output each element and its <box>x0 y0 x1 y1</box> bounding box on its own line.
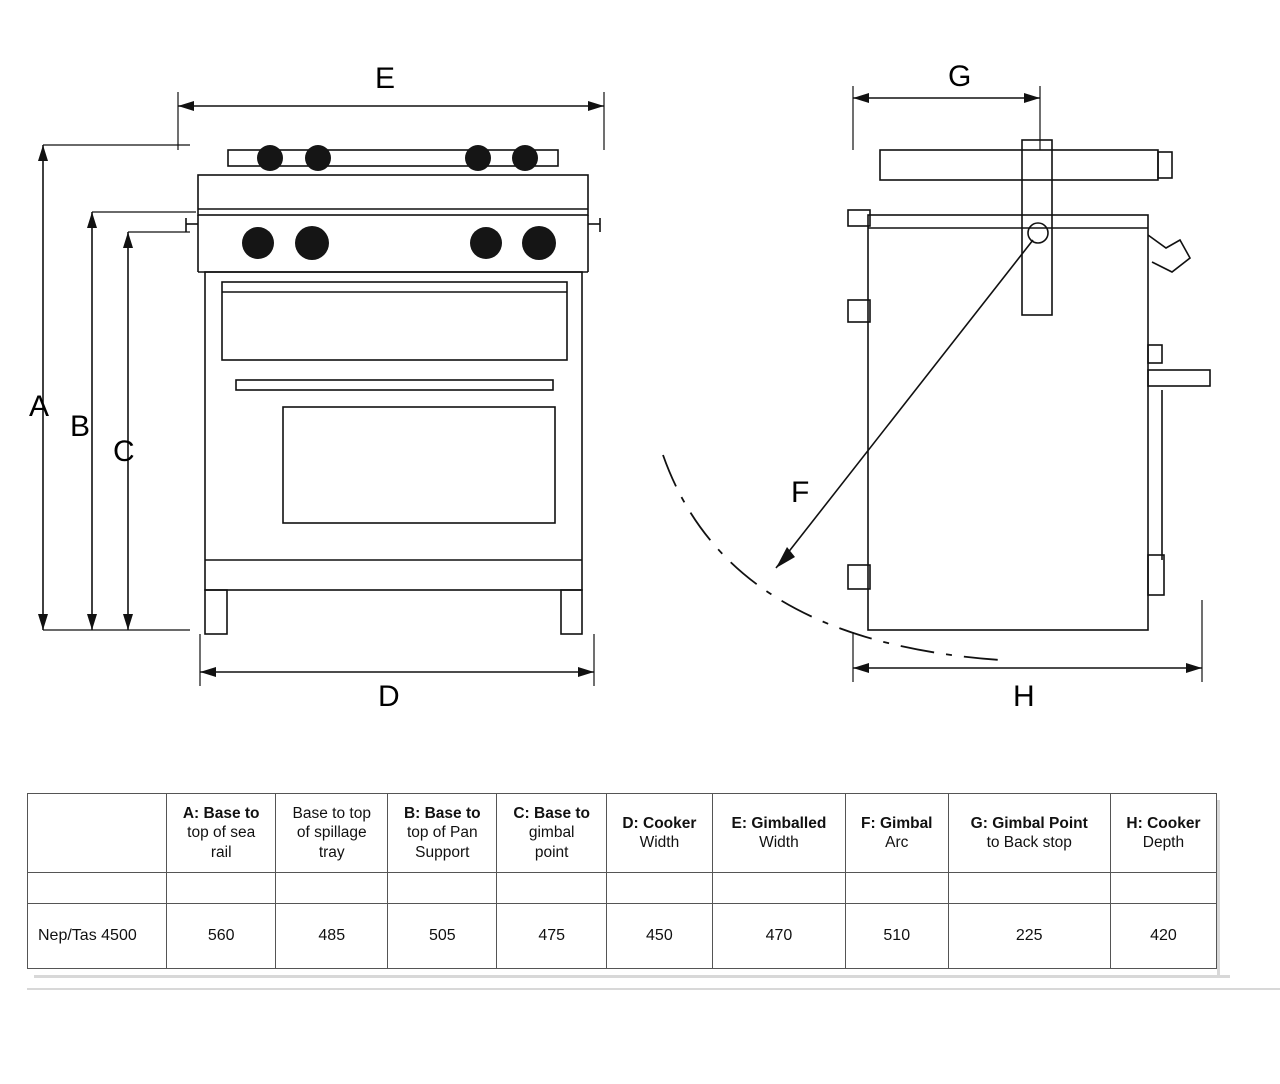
header-cell-D <box>606 794 712 873</box>
header-cell-H <box>1110 794 1216 873</box>
spacer-cell <box>388 873 497 904</box>
header-C-line2: gimbal <box>528 824 575 842</box>
dimension-label-A: A <box>29 390 50 423</box>
dimension-label-F: F <box>791 476 810 509</box>
header-spillage-line3: tray <box>318 843 345 861</box>
spacer-cell <box>1110 873 1216 904</box>
header-spillage-line1: Base to top <box>292 804 371 822</box>
table-spacer-row <box>28 873 1217 904</box>
dimension-label-H: H <box>1013 680 1035 713</box>
cell-C: 475 <box>497 904 606 969</box>
spacer-cell <box>845 873 948 904</box>
cell-D: 450 <box>606 904 712 969</box>
header-A-line1: A: Base to <box>182 804 260 822</box>
page-rule <box>27 988 1280 990</box>
header-B-line3: Support <box>415 843 470 861</box>
header-G-line1: G: Gimbal Point <box>970 814 1088 832</box>
specification-table <box>27 793 1217 969</box>
spacer-cell <box>712 873 845 904</box>
header-C-line1: C: Base to <box>513 804 590 822</box>
header-A-line3: rail <box>210 843 232 861</box>
header-D-line2: Width <box>639 834 680 851</box>
table-shadow-right <box>1217 800 1220 978</box>
header-H-line2: Depth <box>1142 834 1185 851</box>
table-header-row <box>28 794 1217 873</box>
side-elevation <box>663 86 1210 682</box>
header-cell-B <box>388 794 497 873</box>
header-cell-A <box>167 794 276 873</box>
header-E-line1: E: Gimballed <box>731 814 827 832</box>
header-cell-G <box>948 794 1110 873</box>
dimension-label-E: E <box>375 62 396 95</box>
header-cell-model <box>28 794 167 873</box>
cell-E: 470 <box>712 904 845 969</box>
header-F-line2: Arc <box>885 834 909 851</box>
header-D-line1: D: Cooker <box>622 814 697 832</box>
header-cell-C <box>497 794 606 873</box>
cell-H: 420 <box>1110 904 1216 969</box>
header-B-line2: top of Pan <box>406 824 478 842</box>
cell-A: 560 <box>167 904 276 969</box>
spacer-cell <box>497 873 606 904</box>
dimension-label-B: B <box>70 410 91 443</box>
header-C-line3: point <box>534 843 569 861</box>
header-B-line1: B: Base to <box>403 804 481 822</box>
header-spillage-line2: of spillage <box>296 824 367 842</box>
header-cell-E <box>712 794 845 873</box>
header-F-line1: F: Gimbal <box>861 814 933 832</box>
spacer-cell <box>167 873 276 904</box>
cell-B: 505 <box>388 904 497 969</box>
table-shadow-bottom <box>34 975 1230 978</box>
spacer-cell <box>276 873 388 904</box>
spacer-cell <box>948 873 1110 904</box>
dimension-label-D: D <box>378 680 400 713</box>
cell-F: 510 <box>845 904 948 969</box>
header-E-line2: Width <box>759 834 799 851</box>
front-elevation <box>38 92 604 686</box>
dimension-label-G: G <box>948 60 972 93</box>
header-G-line2: to Back stop <box>986 834 1072 851</box>
cell-model: Nep/Tas 4500 <box>28 904 167 969</box>
header-A-line2: top of sea <box>187 824 256 842</box>
table-row <box>28 904 1217 969</box>
dimension-label-C: C <box>113 435 135 468</box>
spacer-cell <box>28 873 167 904</box>
header-cell-F <box>845 794 948 873</box>
header-H-line1: H: Cooker <box>1126 814 1201 832</box>
spacer-cell <box>606 873 712 904</box>
cell-spillage: 485 <box>276 904 388 969</box>
header-cell-spillage <box>276 794 388 873</box>
cell-G: 225 <box>948 904 1110 969</box>
